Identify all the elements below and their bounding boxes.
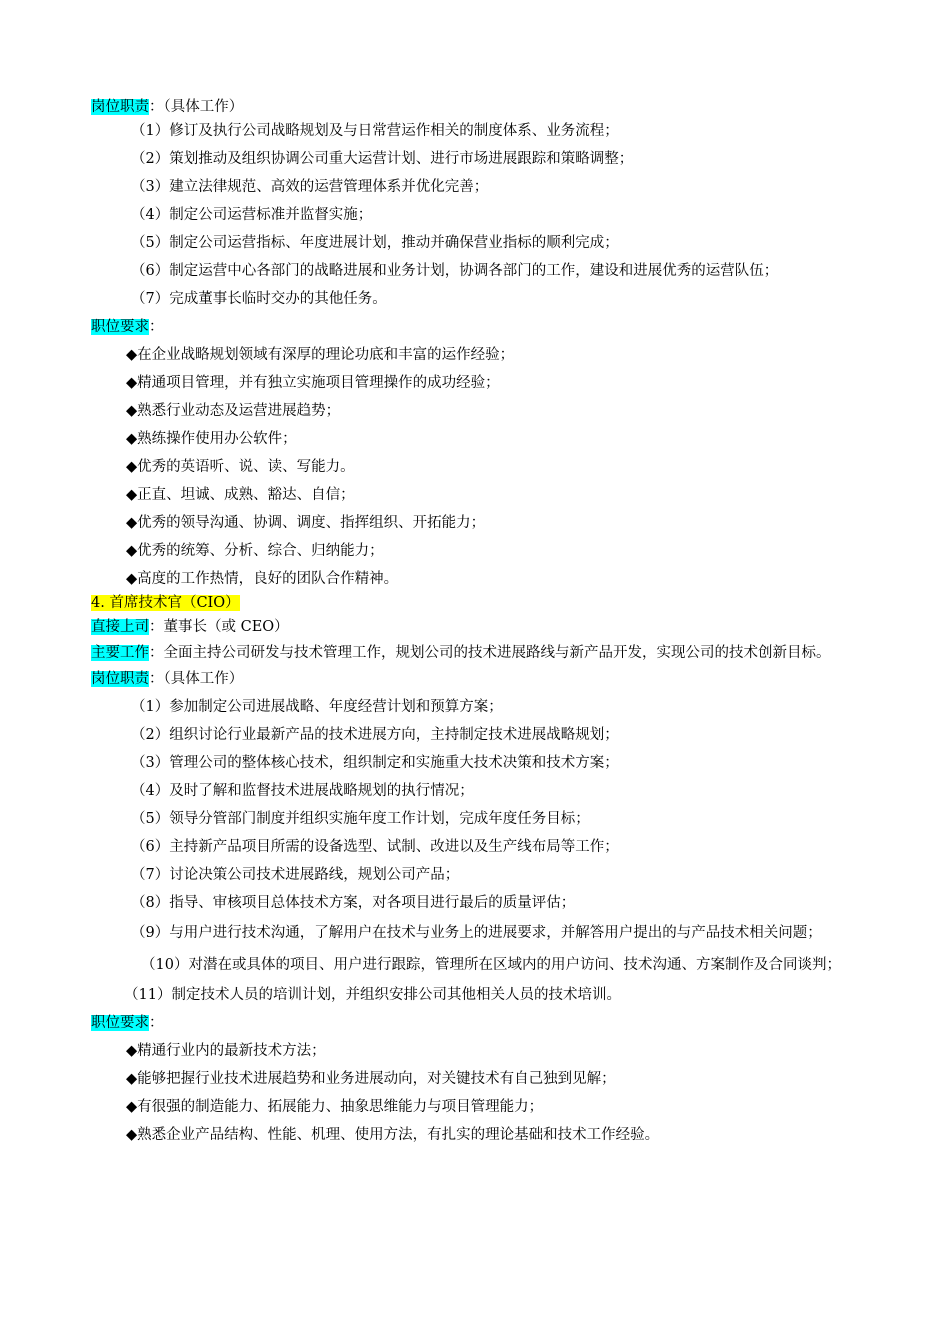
main-text: ：全面主持公司研发与技术管理工作，规划公司的技术进展路线与新产品开发，实现公司的技术创新目标。 [149,645,831,661]
boss-text: ：董事长（或 CEO） [149,619,289,635]
duty-heading-sec4 [91,669,880,689]
duty-label: 岗位职责 [91,671,149,687]
duty-item: （1）修订及执行公司战略规划及与日常营运作相关的制度体系、业务流程； [131,123,619,139]
duty-item: （3）建立法律规范、高效的运营管理体系并优化完善； [131,179,489,195]
duty-item: （5）领导分管部门制度并组织实施年度工作计划，完成年度任务目标； [131,811,590,827]
req-item: ◆在企业战略规划领域有深厚的理论功底和丰富的运作经验； [126,347,515,363]
req-label: 职位要求 [91,319,149,335]
req-label: 职位要求 [91,1015,149,1031]
duty-item: （3）管理公司的整体核心技术，组织制定和实施重大技术决策和技术方案； [131,755,619,771]
duty-item: （7）完成董事长临时交办的其他任务。 [131,291,387,307]
duty-item: （6）制定运营中心各部门的战略进展和业务计划，协调各部门的工作，建设和进展优秀的运营队伍； [131,263,779,279]
req-item: ◆能够把握行业技术进展趋势和业务进展动向，对关键技术有自己独到见解； [126,1071,616,1087]
req-item: ◆熟悉行业动态及运营进展趋势； [126,403,341,419]
duty-label: 岗位职责 [91,99,149,115]
duty-item: （2）策划推动及组织协调公司重大运营计划、进行市场进展跟踪和策略调整； [131,151,634,167]
req-suffix: ： [149,1015,164,1031]
req-heading-sec3 [91,317,880,337]
duty-item: （4）制定公司运营标准并监督实施； [131,207,373,223]
duty-item: （9）与用户进行技术沟通，了解用户在技术与业务上的进展要求，并解答用户提出的与产品技术相关问题； [131,925,822,941]
duty-item: （5）制定公司运营指标、年度进展计划，推动并确保营业指标的顺利完成； [131,235,619,251]
req-item: ◆优秀的英语听、说、读、写能力。 [126,459,355,475]
duty-item: （6）主持新产品项目所需的设备选型、试制、改进以及生产线布局等工作； [131,839,619,855]
duty-item: （1）参加制定公司进展战略、年度经营计划和预算方案； [131,699,503,715]
req-item: ◆精通项目管理，并有独立实施项目管理操作的成功经验； [126,375,500,391]
duty-suffix: ：（具体工作） [149,671,244,687]
req-item: ◆优秀的领导沟通、协调、调度、指挥组织、开拓能力； [126,515,486,531]
req-suffix: ： [149,319,164,335]
req-item: ◆优秀的统筹、分析、综合、归纳能力； [126,543,384,559]
duty-item: （4）及时了解和监督技术进展战略规划的执行情况； [131,783,474,799]
req-item: ◆正直、坦诚、成熟、豁达、自信； [126,487,355,503]
main-work [91,641,880,665]
req-heading-sec4 [91,1013,880,1033]
duty-item: （8）指导、审核项目总体技术方案，对各项目进行最后的质量评估； [131,895,576,911]
req-item: ◆精通行业内的最新技术方法； [126,1043,326,1059]
duty-item: （11）制定技术人员的培训计划，并组织安排公司其他相关人员的技术培训。 [124,987,621,1003]
main-label: 主要工作 [91,645,149,661]
req-item: ◆有很强的制造能力、拓展能力、抽象思维能力与项目管理能力； [126,1099,544,1115]
req-item: ◆熟练操作使用办公软件； [126,431,297,447]
duty-suffix: ：（具体工作） [149,99,244,115]
duty-item: （2）组织讨论行业最新产品的技术进展方向，主持制定技术进展战略规划； [131,727,619,743]
duty-item: （7）讨论决策公司技术进展路线，规划公司产品； [131,867,460,883]
req-item: ◆熟悉企业产品结构、性能、机理、使用方法，有扎实的理论基础和技术工作经验。 [126,1127,660,1143]
duty-heading-sec3 [91,97,880,117]
section-heading [91,593,880,613]
req-item: ◆高度的工作热情，良好的团队合作精神。 [126,571,399,587]
duty-item: （10）对潜在或具体的项目、用户进行跟踪，管理所在区域内的用户访问、技术沟通、方案制作及合同谈判； [141,957,841,973]
section-title: 4. 首席技术官（CIO） [91,595,240,611]
boss-line [91,617,880,637]
boss-label: 直接上司 [91,619,149,635]
